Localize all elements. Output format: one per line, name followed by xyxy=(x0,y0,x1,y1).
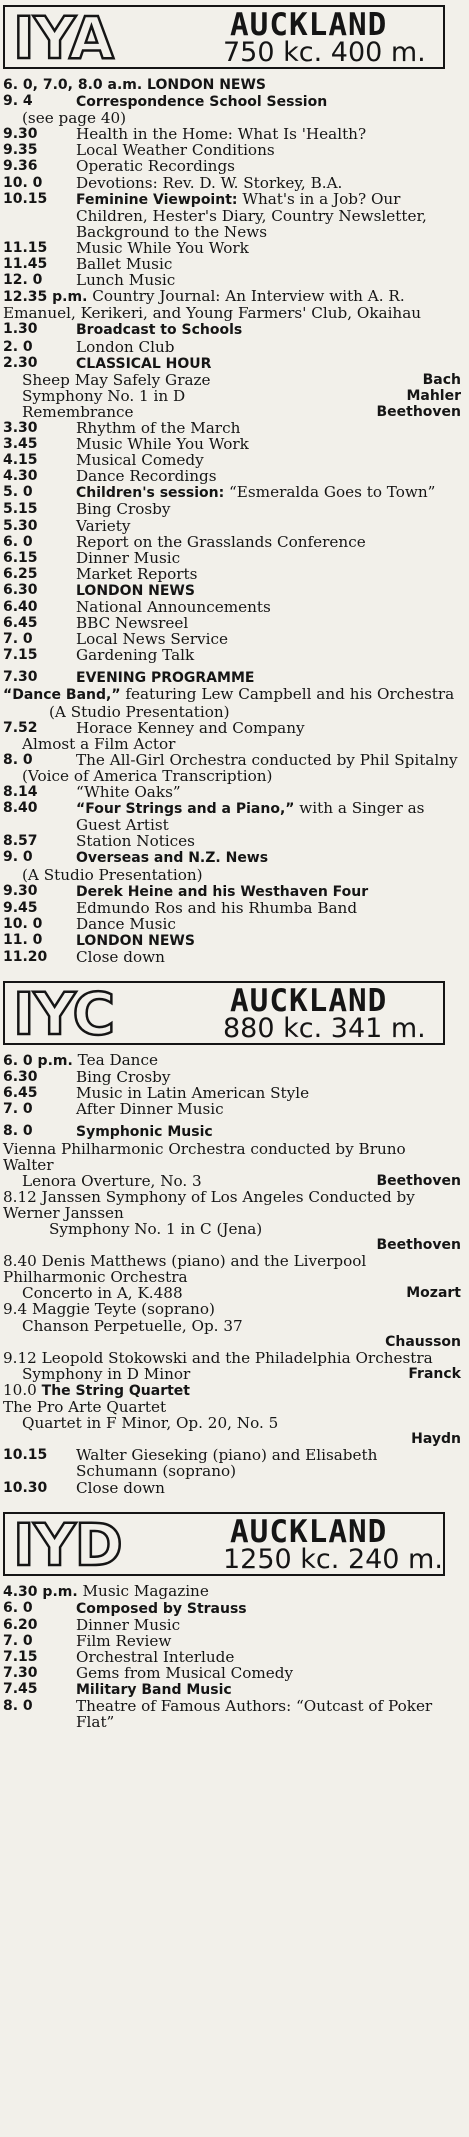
programme-item xyxy=(3,1101,461,1117)
programme-item xyxy=(3,582,461,599)
programme-time: 6.20 xyxy=(3,1616,38,1633)
work-title: Symphony No. 1 in D xyxy=(22,386,186,405)
programme-time: 3.45 xyxy=(3,436,38,453)
classical-work xyxy=(3,388,461,404)
programme-time: 5.15 xyxy=(3,501,38,518)
programme-time: 9.36 xyxy=(3,158,38,175)
evening-lead-bold: “Dance Band,” xyxy=(3,687,121,704)
programme-item xyxy=(3,1665,461,1681)
programme-item xyxy=(3,949,461,965)
programme-item xyxy=(3,420,461,436)
programme-item xyxy=(3,468,461,484)
symphonic-line xyxy=(3,1141,461,1173)
programme-time: 9.45 xyxy=(3,899,38,916)
programme-title: Bing Crosby xyxy=(76,500,171,519)
programme-title: Dance Music xyxy=(76,914,176,933)
programme-title: Military Band Music xyxy=(76,1682,232,1699)
evening-heading xyxy=(3,669,461,686)
programme-title: Operatic Recordings xyxy=(76,157,235,176)
programme-time: 8. 0 xyxy=(3,1698,33,1715)
programme-title: Gems from Musical Comedy xyxy=(76,1664,294,1683)
programme-time: 7. 0 xyxy=(3,631,33,648)
programme-title: After Dinner Music xyxy=(76,1100,224,1119)
programme-time: 3.30 xyxy=(3,419,38,436)
programme-title: The All-Girl Orchestra conducted by Phil Spitalny xyxy=(76,750,458,769)
programme-time: 7. 0 xyxy=(3,1101,33,1118)
programme-title: Derek Heine and his Westhaven Four xyxy=(76,883,369,900)
programme-title: LONDON NEWS xyxy=(147,77,267,93)
station-header xyxy=(3,980,445,1049)
programme-title: London Club xyxy=(76,337,175,356)
programme-item xyxy=(3,916,461,932)
station-frequency: 880 kc. 341 m. xyxy=(223,1013,426,1045)
programme-time: 6.30 xyxy=(3,581,38,598)
classical-work xyxy=(3,404,461,420)
programme-title: BBC Newsreel xyxy=(76,614,189,633)
programme-item xyxy=(3,1600,461,1617)
programme-item xyxy=(3,720,461,736)
programme-item xyxy=(3,240,461,256)
programme-title: Overseas and N.Z. News xyxy=(76,850,269,867)
programme-item xyxy=(3,932,461,949)
programme-item xyxy=(3,1480,461,1496)
composer: Chausson xyxy=(385,1333,461,1350)
programme-time: 6.30 xyxy=(3,1069,38,1086)
line-text: Symphony No. 1 in C (Jena) xyxy=(49,1220,263,1238)
programme-time: 6.40 xyxy=(3,599,38,615)
evening-note: (A Studio Presentation) xyxy=(49,702,230,721)
programme-title: Horace Kenney and Company xyxy=(76,718,305,737)
programme-time: 5.30 xyxy=(3,517,38,534)
programme-item xyxy=(3,1633,461,1649)
programme-title: Lunch Music xyxy=(76,271,176,290)
station-location: AUCKLAND xyxy=(230,7,388,43)
programme-note: (A Studio Presentation) xyxy=(22,865,203,884)
programme-title: Devotions: Rev. D. W. Storkey, B.A. xyxy=(76,173,343,192)
programme-time: 6.45 xyxy=(3,615,38,632)
line-text: Concerto in A, K.488 xyxy=(22,1284,183,1303)
programme-title: Variety xyxy=(76,516,131,535)
programme-item xyxy=(3,355,461,372)
programme-time: 6. 0 xyxy=(3,1599,33,1616)
programme-title: “White Oaks” xyxy=(76,783,181,802)
programme-time: 1.30 xyxy=(3,321,38,338)
programme-title: Composed by Strauss xyxy=(76,1600,247,1617)
programme-title-rest: What's in a Job? Our Children, Hester's Diary, Country Newsletter, Background to the News xyxy=(76,189,427,241)
programme-time: 4.15 xyxy=(3,452,38,469)
symphonic-line xyxy=(3,1350,461,1366)
work-title: Remembrance xyxy=(22,402,134,421)
line-text: 9.12 Leopold Stokowski and the Philadelphia Orchestra xyxy=(3,1348,433,1367)
programme-item xyxy=(3,436,461,452)
composer: Beethoven xyxy=(376,1237,461,1254)
programme-note: Almost a Film Actor xyxy=(22,734,176,753)
line-text: The Pro Arte Quartet xyxy=(3,1398,167,1417)
station-location: AUCKLAND xyxy=(230,1513,388,1550)
station-location: AUCKLAND xyxy=(230,983,388,1020)
programme-item xyxy=(3,1617,461,1633)
programme-title-rest: “Esmeralda Goes to Town” xyxy=(224,483,436,502)
station-frequency: 750 kc. 400 m. xyxy=(223,37,426,68)
work-title: Sheep May Safely Graze xyxy=(22,370,211,389)
programme-item xyxy=(3,288,461,321)
symphonic-line xyxy=(3,1285,461,1301)
programme-item xyxy=(3,1052,461,1069)
symphonic-line xyxy=(3,1318,461,1334)
station-header xyxy=(3,1510,445,1579)
programme-time: 6.45 xyxy=(3,1085,38,1102)
programme-title: Correspondence School Session xyxy=(76,94,328,111)
line-lead: 10.0 xyxy=(3,1380,42,1399)
programme-time: 7.15 xyxy=(3,1648,38,1665)
programme-item xyxy=(3,321,461,338)
programme-item xyxy=(3,1681,461,1698)
line-text: 9.4 Maggie Teyte (soprano) xyxy=(3,1300,215,1319)
programme-title: Health in the Home: What Is 'Health? xyxy=(76,125,367,144)
programme-title: Music Magazine xyxy=(82,1581,209,1600)
programme-title: Close down xyxy=(76,947,165,966)
programme-time: 8.40 xyxy=(3,800,38,817)
symphonic-line xyxy=(3,1253,461,1285)
line-text: Vienna Philharmonic Orchestra conducted by Bruno Walter xyxy=(3,1139,406,1174)
programme-item xyxy=(3,339,461,355)
programme-item xyxy=(3,631,461,647)
symphonic-heading xyxy=(3,1123,461,1140)
programme-title: Country Journal: An Interview with A. R. Emanuel, Kerikeri, and Young Farmers' Club, Okaihau xyxy=(3,287,422,323)
programme-item xyxy=(3,900,461,916)
composer: Beethoven xyxy=(376,403,461,420)
programme-item xyxy=(3,142,461,158)
programme-item xyxy=(3,566,461,582)
programme-item xyxy=(3,452,461,468)
station-call-sign: IYC xyxy=(13,980,115,1049)
programme-item xyxy=(3,126,461,142)
composer: Haydn xyxy=(411,1431,461,1448)
programme-item xyxy=(3,272,461,288)
programme-time: 11.15 xyxy=(3,239,48,256)
programme-note: (see page 40) xyxy=(22,109,127,128)
composer: Bach xyxy=(422,371,461,388)
composer: Franck xyxy=(408,1365,461,1382)
programme-title: Close down xyxy=(76,1478,165,1497)
programme-time: 10.15 xyxy=(3,190,48,207)
programme-title: Gardening Talk xyxy=(76,646,195,665)
programme-time: 8. 0 xyxy=(3,1123,33,1140)
station-call-sign: IYD xyxy=(13,1510,122,1579)
symphonic-line xyxy=(3,1399,461,1415)
programme-title: Walter Gieseking (piano) and Elisabeth Schumann (soprano) xyxy=(76,1446,378,1481)
programme-title: Music While You Work xyxy=(76,238,249,257)
programme-time: 12.35 p.m. xyxy=(3,289,88,306)
programme-item xyxy=(3,1085,461,1101)
composer: Mahler xyxy=(406,387,461,404)
programme-time: 7. 0 xyxy=(3,1632,33,1649)
evening-lead-rest: featuring Lew Campbell and his Orchestra xyxy=(120,685,455,704)
programme-title: Bing Crosby xyxy=(76,1068,171,1087)
programme-item xyxy=(3,800,461,833)
programme-time: 7.15 xyxy=(3,647,38,664)
programme-time: 9.35 xyxy=(3,142,38,159)
programme-title-lead: Feminine Viewpoint: xyxy=(76,191,238,208)
programme-title: Market Reports xyxy=(76,564,198,583)
programme-item xyxy=(3,175,461,191)
programme-item xyxy=(3,158,461,174)
programme-item xyxy=(3,599,461,615)
programme-item xyxy=(3,615,461,631)
programme-title: EVENING PROGRAMME xyxy=(76,670,255,687)
programme-time: 10.30 xyxy=(3,1479,48,1496)
programme-time: 5. 0 xyxy=(3,484,33,501)
programme-time: 10.15 xyxy=(3,1447,48,1464)
programme-time: 8. 0 xyxy=(3,751,33,768)
programme-time: 8.14 xyxy=(3,784,38,801)
line-bold: The String Quartet xyxy=(41,1382,190,1399)
programme-title: Station Notices xyxy=(76,832,195,851)
programme-title: LONDON NEWS xyxy=(76,582,195,599)
programme-title: Symphonic Music xyxy=(76,1124,213,1141)
composer: Mozart xyxy=(406,1285,461,1302)
programme-title: Rhythm of the March xyxy=(76,418,241,437)
programme-title: Local News Service xyxy=(76,630,228,649)
programme-item xyxy=(3,647,461,663)
programme-item xyxy=(3,1583,461,1600)
programme-note: (Voice of America Transcription) xyxy=(22,766,273,785)
programme-item xyxy=(3,534,461,550)
programme-title: Report on the Grasslands Conference xyxy=(76,532,366,551)
programme-title-lead: “Four Strings and a Piano,” xyxy=(76,801,295,818)
symphonic-line xyxy=(3,1301,461,1317)
line-text: Quartet in F Minor, Op. 20, No. 5 xyxy=(22,1414,279,1433)
line-text: 8.40 Denis Matthews (piano) and the Liverpool Philharmonic Orchestra xyxy=(3,1252,367,1287)
composer: Beethoven xyxy=(376,1172,461,1189)
programme-time: 9. 4 xyxy=(3,93,33,110)
programme-time: 7.52 xyxy=(3,719,38,736)
programme-title-rest: with a Singer as Guest Artist xyxy=(76,799,425,835)
programme-time: 9. 0 xyxy=(3,849,33,866)
programme-title: Music While You Work xyxy=(76,435,249,454)
programme-time: 8.57 xyxy=(3,833,38,850)
line-text: Chanson Perpetuelle, Op. 37 xyxy=(22,1316,243,1335)
programme-item xyxy=(3,501,461,517)
programme-time: 6.25 xyxy=(3,565,38,582)
programme-item xyxy=(3,191,461,240)
symphonic-line xyxy=(3,1366,461,1382)
station-call-sign: IYA xyxy=(13,4,113,72)
symphonic-line xyxy=(3,1415,461,1431)
programme-title: Dinner Music xyxy=(76,548,181,567)
programme-time: 7.30 xyxy=(3,1665,38,1682)
programme-time: 10. 0 xyxy=(3,915,43,932)
programme-title: Dance Recordings xyxy=(76,467,217,486)
programme-time: 9.30 xyxy=(3,126,38,143)
programme-title: Film Review xyxy=(76,1631,172,1650)
programme-title: National Announcements xyxy=(76,598,271,616)
evening-lead xyxy=(3,686,461,703)
line-text: Symphony in D Minor xyxy=(22,1364,191,1383)
programme-title: Orchestral Interlude xyxy=(76,1647,235,1666)
programme-title: Dinner Music xyxy=(76,1615,181,1634)
programme-title: CLASSICAL HOUR xyxy=(76,355,212,372)
programme-time: 10. 0 xyxy=(3,174,43,191)
line-text: Lenora Overture, No. 3 xyxy=(22,1171,202,1190)
programme-time: 11.45 xyxy=(3,256,48,273)
symphonic-line xyxy=(3,1189,461,1221)
programme-item xyxy=(3,1069,461,1085)
programme-item xyxy=(3,883,461,900)
programme-item xyxy=(3,1649,461,1665)
programme-item xyxy=(3,1447,461,1479)
programme-title-lead: Children's session: xyxy=(76,485,225,502)
programme-item xyxy=(3,93,461,110)
programme-time: 7.30 xyxy=(3,669,38,686)
programme-title: Broadcast to Schools xyxy=(76,322,243,339)
programme-time: 6. 0, 7.0, 8.0 a.m. xyxy=(3,77,143,93)
programme-title: LONDON NEWS xyxy=(76,932,195,949)
programme-item xyxy=(3,833,461,849)
programme-item xyxy=(3,784,461,800)
programme-title: Music in Latin American Style xyxy=(76,1084,310,1103)
programme-item xyxy=(3,550,461,566)
symphonic-line xyxy=(3,1382,461,1399)
programme-time: 4.30 xyxy=(3,468,38,485)
programme-title: Ballet Music xyxy=(76,255,173,274)
symphonic-line xyxy=(3,1221,461,1237)
programme-time: 6. 0 p.m. xyxy=(3,1053,73,1070)
programme-title: Local Weather Conditions xyxy=(76,141,275,160)
programme-item xyxy=(3,849,461,866)
programme-item xyxy=(3,518,461,534)
programme-time: 4.30 p.m. xyxy=(3,1583,78,1600)
symphonic-line xyxy=(3,1173,461,1189)
programme-title: Tea Dance xyxy=(77,1051,158,1070)
programme-time: 9.30 xyxy=(3,882,38,899)
programme-item xyxy=(3,484,461,501)
station-frequency: 1250 kc. 240 m. xyxy=(223,1543,443,1575)
programme-time: 12. 0 xyxy=(3,272,43,289)
programme-time: 7.45 xyxy=(3,1681,38,1698)
programme-time: 6. 0 xyxy=(3,533,33,550)
programme-title: Edmundo Ros and his Rhumba Band xyxy=(76,898,358,917)
programme-item xyxy=(3,76,461,93)
programme-time: 11. 0 xyxy=(3,931,43,948)
programme-item xyxy=(3,256,461,272)
line-text: 8.12 Janssen Symphony of Los Angeles Conducted by Werner Janssen xyxy=(3,1187,415,1222)
programme-title: Musical Comedy xyxy=(76,451,204,470)
programme-time: 11.20 xyxy=(3,948,48,965)
programme-time: 6.15 xyxy=(3,549,38,566)
programme-title: Theatre of Famous Authors: “Outcast of Poker Flat” xyxy=(76,1697,433,1732)
programme-item xyxy=(3,752,461,768)
station-header xyxy=(3,4,445,72)
programme-item xyxy=(3,1698,461,1730)
programme-time: 2. 0 xyxy=(3,338,33,355)
classical-work xyxy=(3,372,461,388)
programme-time: 2.30 xyxy=(3,354,38,371)
